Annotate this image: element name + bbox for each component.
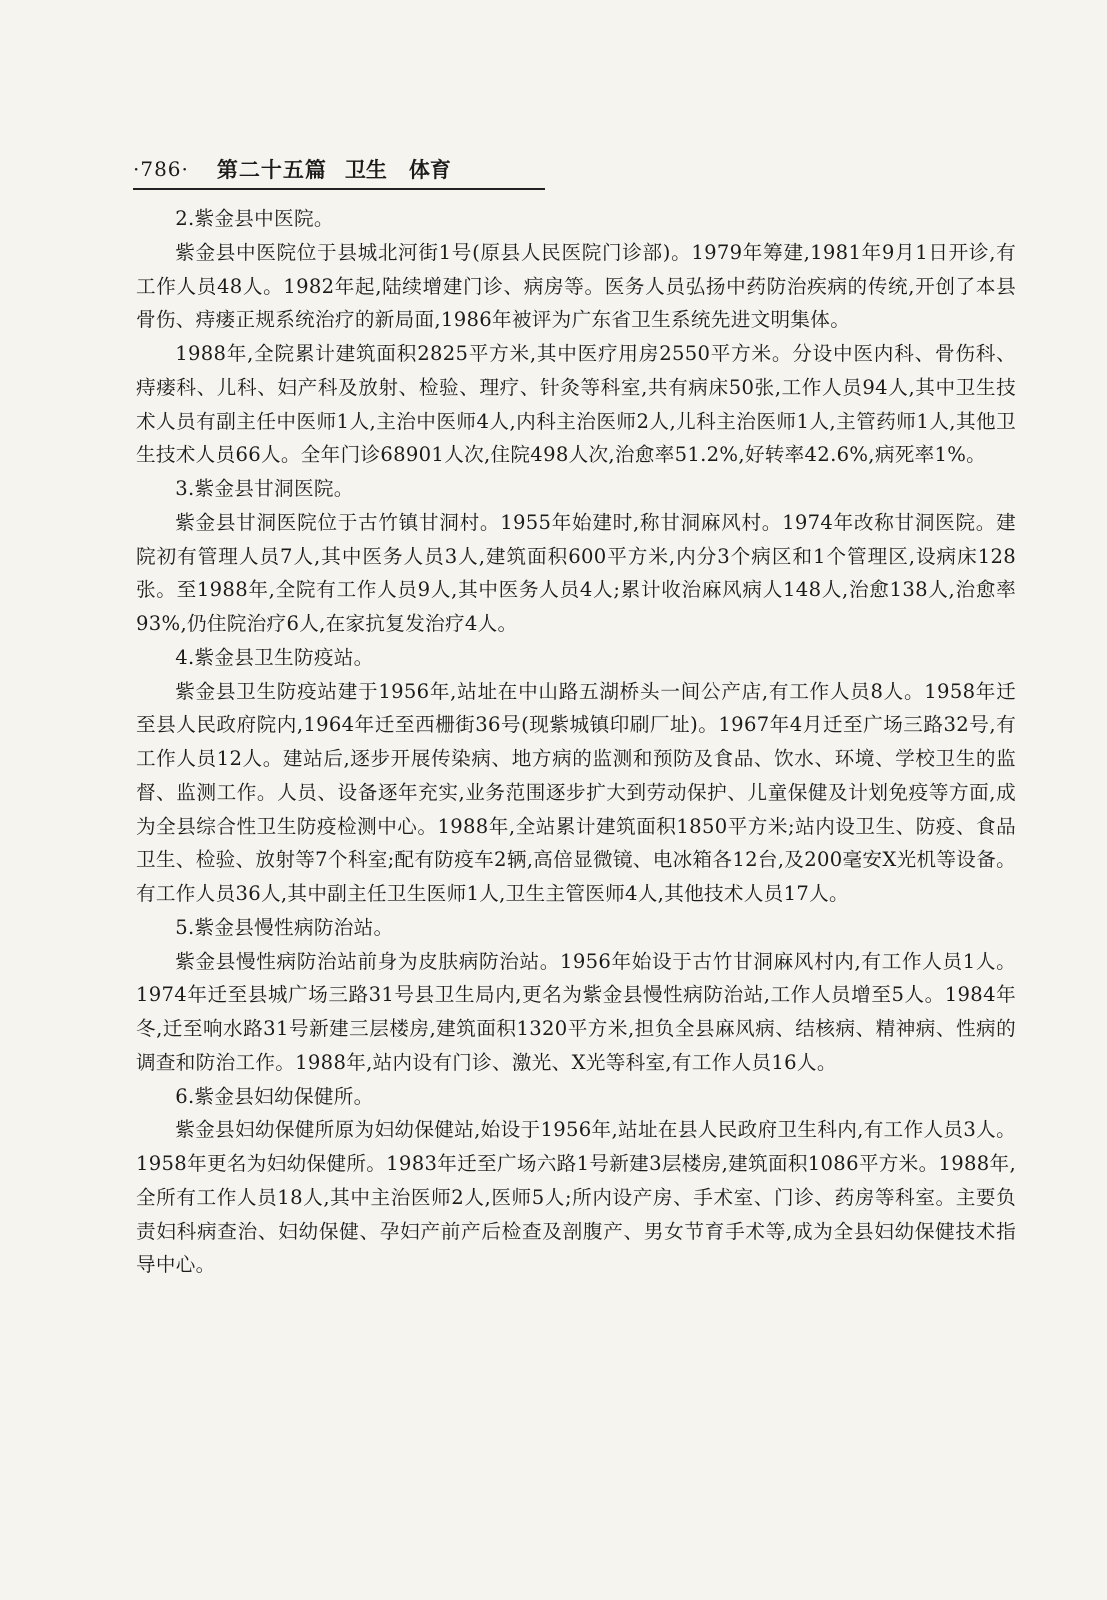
paragraph: 紫金县慢性病防治站前身为皮肤病防治站。1956年始设于古竹甘洞麻风村内,有工作人员1人。1974年迁至县城广场三路31号县卫生局内,更名为紫金县慢性病防治站,工作人员增至5人。1984年冬,迁至响水路31号新建三层楼房,建筑面积1320平方米,担负全县麻风病、结核病、精神病、性病的调查和防治工作。1988年,站内设有门诊、激光、X光等科室,有工作人员16人。 — [136, 949, 1016, 1074]
body-text — [136, 202, 1016, 1282]
paragraph: 1988年,全院累计建筑面积2825平方米,其中医疗用房2550平方米。分设中医内科、骨伤科、痔瘘科、儿科、妇产科及放射、检验、理疗、针灸等科室,共有病床50张,工作人员94人,其中卫生技术人员有副主任中医师1人,主治中医师4人,内科主治医师2人,儿科主治医师1人,主管药师1人,其他卫生技术人员66人。全年门诊68901人次,住院498人次,治愈率51.2%,好转率42.6%,病死率1%。 — [136, 342, 1016, 467]
paragraph: 紫金县卫生防疫站建于1956年,站址在中山路五湖桥头一间公产店,有工作人员8人。1958年迁至县人民政府院内,1964年迁至西栅街36号(现紫城镇印刷厂址)。1967年4月迁至广场三路32号,有工作人员12人。建站后,逐步开展传染病、地方病的监测和预防及食品、饮水、环境、学校卫生的监督、监测工作。人员、设备逐年充实,业务范围逐步扩大到劳动保护、儿童保健及计划免疫等方面,成为全县综合性卫生防疫检测中心。1988年,全站累计建筑面积1850平方米;站内设卫生、防疫、食品卫生、检验、放射等7个科室;配有防疫车2辆,高倍显微镜、电冰箱各12台,及200毫安X光机等设备。有工作人员36人,其中副主任卫生医师1人,卫生主管医师4人,其他技术人员17人。 — [136, 679, 1016, 905]
chapter-title: 第二十五篇 — [216, 157, 327, 182]
section-heading: 6.紫金县妇幼保健所。 — [175, 1084, 374, 1108]
header-rule — [133, 188, 545, 190]
chapter-subject-sports: 体育 — [408, 157, 451, 182]
chapter-subject-health: 卫生 — [344, 157, 387, 182]
page-number: ·786· — [133, 157, 189, 181]
paragraph: 紫金县中医院位于县城北河街1号(原县人民医院门诊部)。1979年筹建,1981年9月1日开诊,有工作人员48人。1982年起,陆续增建门诊、病房等。医务人员弘扬中药防治疾病的传统,开创了本县骨伤、痔瘘正规系统治疗的新局面,1986年被评为广东省卫生系统先进文明集体。 — [136, 240, 1016, 332]
section-heading: 2.紫金县中医院。 — [175, 207, 334, 230]
paragraph: 紫金县甘洞医院位于古竹镇甘洞村。1955年始建时,称甘洞麻风村。1974年改称甘洞医院。建院初有管理人员7人,其中医务人员3人,建筑面积600平方米,内分3个病区和1个管理区,设病床128张。至1988年,全院有工作人员9人,其中医务人员4人;累计收治麻风病人148人,治愈138人,治愈率93%,仍住院治疗6人,在家抗复发治疗4人。 — [136, 510, 1016, 635]
paragraph: 紫金县妇幼保健所原为妇幼保健站,始设于1956年,站址在县人民政府卫生科内,有工作人员3人。1958年更名为妇幼保健所。1983年迁至广场六路1号新建3层楼房,建筑面积1086平方米。1988年,全所有工作人员18人,其中主治医师2人,医师5人;所内设产房、手术室、门诊、药房等科室。主要负责妇科病查治、妇幼保健、孕妇产前产后检查及剖腹产、男女节育手术等,成为全县妇幼保健技术指导中心。 — [136, 1118, 1016, 1277]
section-heading: 3.紫金县甘洞医院。 — [175, 477, 354, 500]
page-header — [133, 152, 545, 186]
section-heading: 4.紫金县卫生防疫站。 — [175, 645, 374, 669]
section-heading: 5.紫金县慢性病防治站。 — [175, 915, 394, 939]
